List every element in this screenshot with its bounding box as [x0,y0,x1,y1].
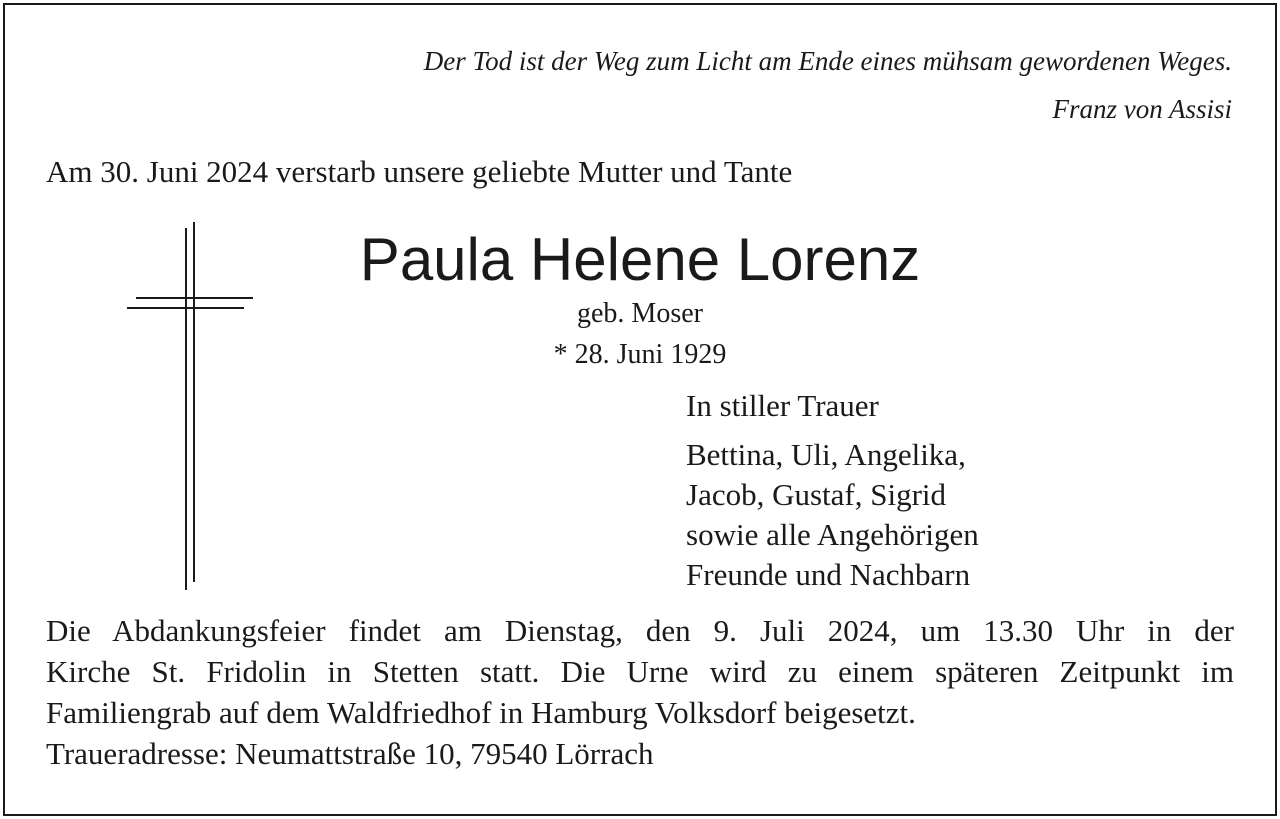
deceased-name: Paula Helene Lorenz [359,226,921,293]
mourner-line: Freunde und Nachbarn [686,557,971,592]
ceremony-text [46,610,1234,733]
ceremony-line: Familiengrab auf dem Waldfriedhof in Hamburg Volksdorf beigesetzt. [46,695,916,730]
ceremony-line: Die Abdankungsfeier findet am Dienstag, den 9. Juli 2024, um 13.30 Uhr in der [46,613,1234,648]
born-name: geb. Moser [577,298,703,329]
ceremony-line: Kirche St. Fridolin in Stetten statt. Die Urne wird zu einem späteren Zeitpunkt im [46,654,1234,689]
mourner-line: Jacob, Gustaf, Sigrid [686,477,947,512]
mourner-line: Bettina, Uli, Angelika, [686,437,966,472]
intro-text: Am 30. Juni 2024 verstarb unsere geliebte Mutter und Tante [46,154,793,189]
mourning-address: Traueradresse: Neumattstraße 10, 79540 Lörrach [46,736,654,771]
mourners-list [686,435,979,595]
mourning-heading: In stiller Trauer [686,388,879,423]
cross-icon [120,222,260,594]
birth-date: * 28. Juni 1929 [553,339,727,370]
mourner-line: sowie alle Angehörigen [686,517,979,552]
quote-author: Franz von Assisi [1052,94,1232,124]
quote-text: Der Tod ist der Weg zum Licht am Ende eines mühsam gewordenen Weges. [423,46,1232,76]
